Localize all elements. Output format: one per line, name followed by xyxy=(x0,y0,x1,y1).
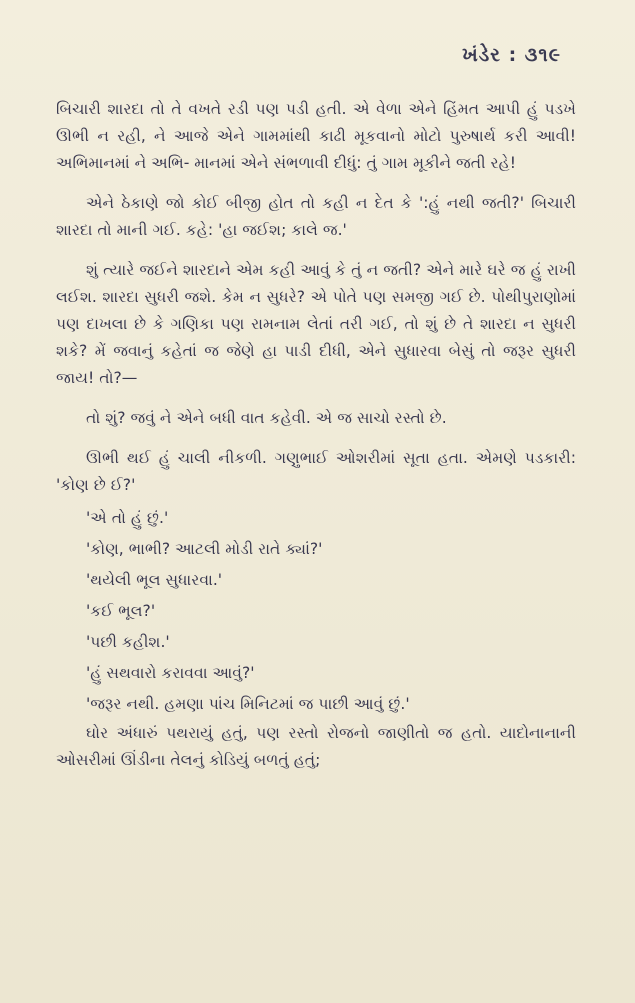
dialogue-line: 'કોણ, ભાભી? આટલી મોડી રાતે ક્યાં?' xyxy=(86,540,323,558)
dialogue-line: 'જરૂર નથી. હમણા પાંચ મિનિટમાં જ પાછી આવું છું.' xyxy=(86,695,410,713)
paragraph-1: બિચારી શારદા તો તે વખતે રડી પણ પડી હતી. એ વેળા એને હિંમત આપી હું પડખે ઊભી ન રહી, ને આજે એને ગામમાંથી કાઢી મૂકવાનો મોટો પુરુષાર્થ કરી આવી! અભિમાનમાં ને અભિ- માનમાં એને સંભળાવી દીધું: તું ગામ મૂકીને જતી રહે! xyxy=(56,100,576,172)
dialogue-line: 'એ તો હું છું.' xyxy=(86,509,169,527)
closing-paragraph: ઘોર અંધારું પથરાયું હતું, પણ રસ્તો રોજનો જાણીતો જ હતો. યાદોનાનાની ઓસરીમાં ઊંડીના તેલનું કોડિયું બળતું હતું; xyxy=(56,724,576,769)
dialogue-block xyxy=(56,503,576,720)
dialogue-line: 'પછી કહીશ.' xyxy=(86,633,170,651)
dialogue-line: 'કઈ ભૂલ?' xyxy=(86,602,156,620)
paragraph-4: તો શું? જવું ને એને બધી વાત કહેવી. એ જ સાચો રસ્તો છે. xyxy=(86,409,447,427)
dialogue-line: 'હું સથવારો કરાવવા આવું?' xyxy=(86,664,255,682)
paragraph-5: ઊભી થઈ હું ચાલી નીકળી. ગણુભાઈ ઓશરીમાં સૂતા હતા. એમણે પડકારી: 'કોણ છે ઈ?' xyxy=(56,449,576,494)
page-body xyxy=(56,96,576,774)
dialogue-line: 'થયેલી ભૂલ સુધારવા.' xyxy=(86,571,223,589)
paragraph-3: શું ત્યારે જઈને શારદાને એમ કહી આવું કે તું ન જતી? એને મારે ઘરે જ હું રાખી લઈશ. શારદા સુધરી જશે. કેમ ન સુધરે? એ પોતે પણ સમજી ગઈ છે. પોથીપુરાણોમાં પણ દાખલા છે કે ગણિકા પણ રામનામ લેતાં તરી ગઈ, તો શું છે તે શારદા ન સુધરી શકે? મેં જવાનું કહેતાં જ જેણે હા પાડી દીધી, એને સુધારવા બેસું તો જરૂર સુધરી જાય! તો?— xyxy=(56,261,576,387)
paragraph-2: એને ઠેકાણે જો કોઈ બીજી હોત તો કહી ન દેત કે ':હું નથી જતી?' બિચારી શારદા તો માની ગઈ. કહે: 'હા જઈશ; કાલે જ.' xyxy=(56,194,576,239)
running-header: ખંડેર : ૩૧૯ xyxy=(462,44,561,66)
